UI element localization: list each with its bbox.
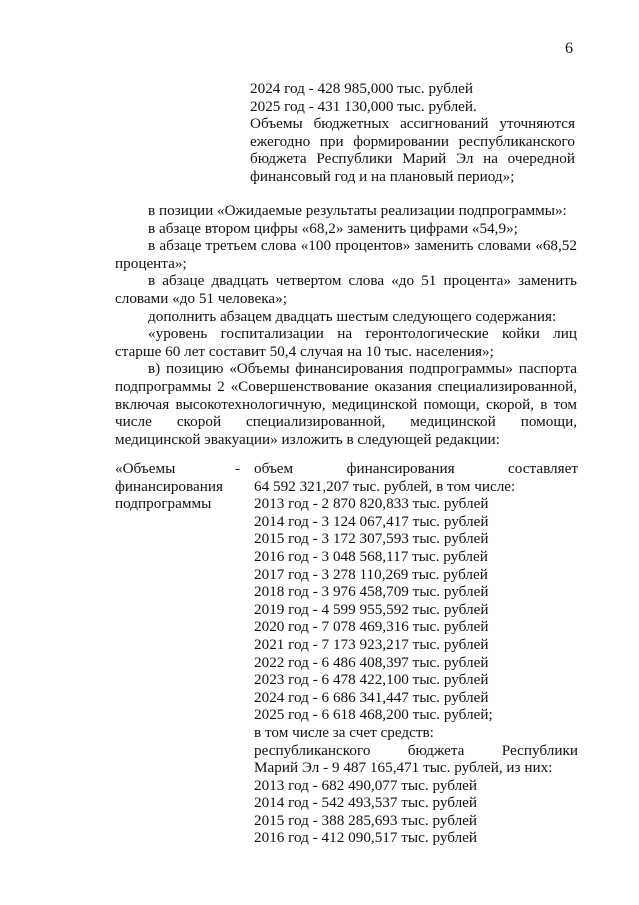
- budget-note-line: [250, 115, 575, 133]
- funding-year-line: 2025 год - 6 618 468,200 тыс. рублей;: [254, 706, 493, 724]
- rep-funding-year-line: 2014 год - 542 493,537 тыс. рублей: [254, 794, 478, 812]
- note-word: при: [319, 132, 344, 150]
- funding-year-line: 2013 год - 2 870 820,833 тыс. рублей: [254, 495, 489, 513]
- funding-tail-block: [250, 80, 575, 186]
- note-word: бюджетных: [313, 115, 390, 133]
- left-label-line2: финансирования: [115, 477, 223, 495]
- rep-budget-word: бюджета: [407, 741, 465, 759]
- years-list: [254, 495, 578, 724]
- left-label-line1: «Объемы: [115, 460, 176, 477]
- funding-year-line: 2017 год - 3 278 110,269 тыс. рублей: [254, 565, 488, 583]
- note-word: Объемы: [250, 115, 303, 133]
- rep-years-list: [254, 777, 578, 847]
- funding-year-line: 2020 год - 7 078 469,316 тыс. рублей: [254, 618, 489, 636]
- funding-year-line: 2021 год - 7 173 923,217 тыс. рублей: [254, 635, 489, 653]
- note-word: на: [483, 150, 498, 168]
- table-left-cell: [115, 460, 240, 513]
- rep-funding-year-line: 2013 год - 682 490,077 тыс. рублей: [254, 776, 478, 794]
- rep-funding-year-line: 2015 год - 388 285,693 тыс. рублей: [254, 811, 478, 829]
- funding-year-line: 2023 год - 6 478 422,100 тыс. рублей: [254, 671, 489, 689]
- funding-year-line: 2019 год - 4 599 955,592 тыс. рублей: [254, 600, 489, 618]
- left-label-line3: подпрограммы: [115, 495, 212, 513]
- funding-year-line: 2014 год - 3 124 067,417 тыс. рублей: [254, 512, 489, 530]
- note-word: Республики: [316, 150, 393, 168]
- rep-budget-word: республиканского: [254, 741, 371, 759]
- rep-budget-word: Республики: [501, 741, 578, 759]
- table-right-cell: [254, 460, 578, 847]
- funding-year-line: 2016 год - 3 048 568,117 тыс. рублей: [254, 547, 488, 565]
- total-word: объем: [254, 460, 294, 477]
- paragraph-add-twenty-sixth: дополнить абзацем двадцать шестым следующего содержания:: [148, 307, 557, 325]
- total-line2: 64 592 321,207 тыс. рублей, в том числе:: [254, 477, 516, 495]
- funding-line-2024: 2024 год - 428 985,000 тыс. рублей: [250, 80, 474, 97]
- amendments-block: [115, 202, 577, 448]
- rep-budget-line1: [254, 742, 578, 760]
- including-line: в том числе за счет средств:: [254, 723, 434, 741]
- total-line1: [254, 460, 578, 478]
- funding-year-line: 2024 год - 6 686 341,447 тыс. рублей: [254, 688, 489, 706]
- note-word: ассигнований: [400, 115, 489, 133]
- total-word: составляет: [508, 460, 578, 477]
- paragraph-third-abzac: в абзаце третьем слова «100 процентов» заменить словами «68,52 процента»;: [115, 237, 577, 272]
- note-word: бюджета: [250, 150, 307, 168]
- note-word: очередной: [507, 150, 575, 168]
- budget-note-line: [250, 133, 575, 151]
- funding-year-line: 2015 год - 3 172 307,593 тыс. рублей: [254, 530, 489, 548]
- rep-funding-year-line: 2016 год - 412 090,517 тыс. рублей: [254, 829, 478, 847]
- paragraph-expected-results: в позиции «Ожидаемые результаты реализации подпрограммы»:: [148, 202, 567, 219]
- note-word: республиканского: [458, 132, 575, 150]
- page-number: 6: [565, 40, 573, 57]
- rep-budget-line2: Марий Эл - 9 487 165,471 тыс. рублей, из них:: [254, 759, 553, 777]
- funding-line-2025: 2025 год - 431 130,000 тыс. рублей.: [250, 97, 477, 115]
- funding-year-line: 2022 год - 6 486 408,397 тыс. рублей: [254, 653, 489, 671]
- note-word: Марий: [402, 150, 447, 168]
- note-word: уточняются: [499, 115, 575, 133]
- funding-year-line: 2018 год - 3 976 458,709 тыс. рублей: [254, 583, 489, 601]
- note-word: ежегодно: [250, 132, 311, 150]
- budget-note-line: [250, 150, 575, 168]
- paragraph-twenty-fourth-abzac: в абзаце двадцать четвертом слова «до 51 процента» заменить словами «до 51 человека»;: [115, 272, 577, 307]
- left-dash: -: [234, 460, 240, 477]
- total-word: финансирования: [346, 460, 455, 477]
- paragraph-hospitalization-level: «уровень госпитализации на геронтологические койки лиц старше 60 лет составит 50,4 случая на 10 тыс. населения»;: [115, 325, 577, 360]
- note-word: формировании: [353, 132, 450, 150]
- paragraph-funding-position: в) позицию «Объемы финансирования подпрограммы» паспорта подпрограммы 2 «Совершенствование оказания специализированной, включая высокотехнологичную, медицинской помощи, скорой, в том числе скорой специализированной, медицинской помощи, медицинской эвакуации» изложить в следующей редакции:: [115, 360, 577, 448]
- note-word: Эл: [456, 150, 474, 168]
- paragraph-second-abzac: в абзаце втором цифры «68,2» заменить цифрами «54,9»;: [148, 219, 518, 237]
- budget-note: [250, 115, 575, 185]
- budget-note-line: финансовый год и на плановый период»;: [250, 167, 515, 185]
